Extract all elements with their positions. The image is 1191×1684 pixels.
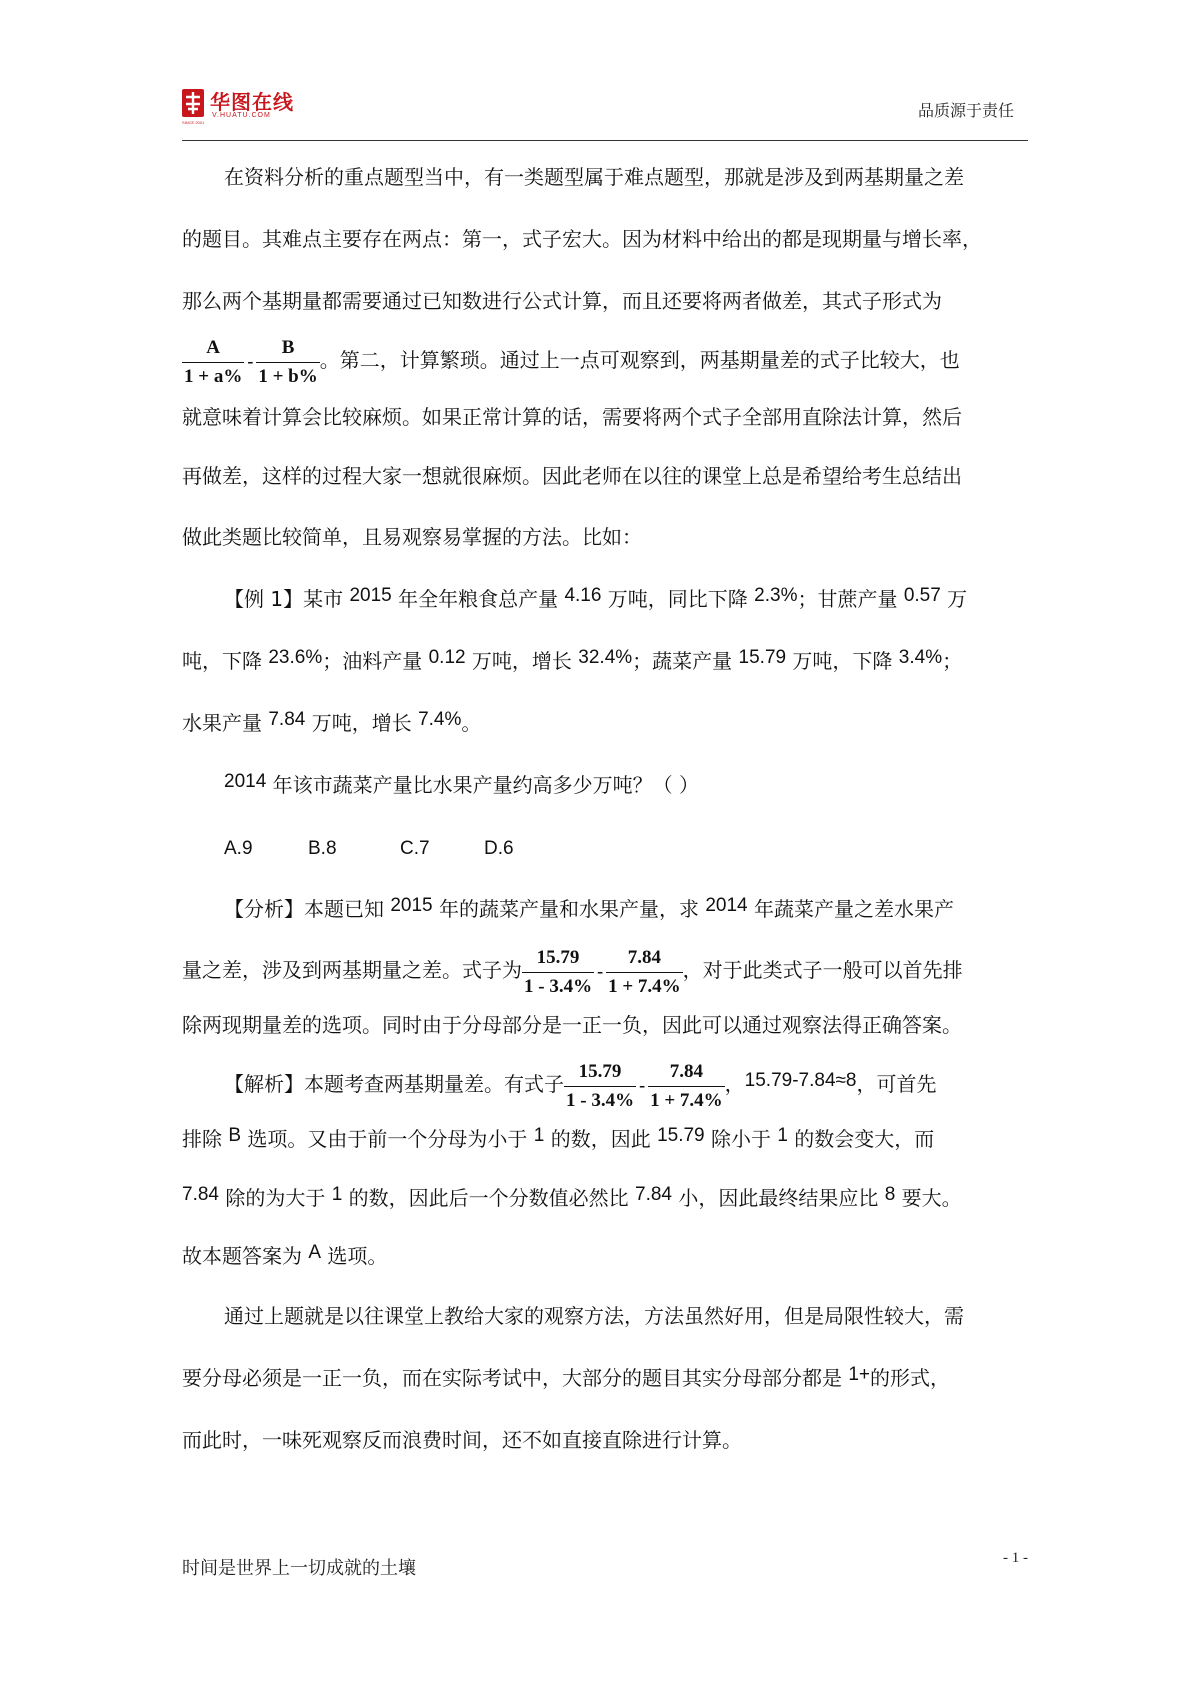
number: 7.84 bbox=[182, 1184, 219, 1205]
number: 7.84 bbox=[268, 709, 306, 730]
number: 4.16 bbox=[564, 585, 602, 606]
number: 2015 bbox=[390, 895, 433, 916]
text-run: 选项。 bbox=[321, 1244, 388, 1268]
fraction-denominator: 1 - 3.4% bbox=[566, 1089, 635, 1111]
formula-minus: - bbox=[639, 1075, 646, 1095]
formula-minus: - bbox=[247, 351, 254, 371]
text-run: 【分析】本题已知 bbox=[224, 897, 391, 921]
page-header bbox=[182, 88, 1028, 140]
number: 8 bbox=[884, 1184, 896, 1205]
number: 2.3% bbox=[754, 585, 798, 606]
text-run: ，对于此类式子一般可以首先排 bbox=[682, 958, 963, 982]
text-run: 故本题答案为 bbox=[182, 1244, 309, 1268]
paragraph-1-line-3: 那么两个基期量都需要通过已知数进行公式计算，而且还要将两者做差，其式子形式为 bbox=[182, 289, 942, 313]
number: 2015 bbox=[349, 585, 392, 606]
text-run: ， bbox=[724, 1072, 745, 1096]
paragraph-1-line-5: 就意味着计算会比较麻烦。如果正常计算的话，需要将两个式子全部用直除法计算，然后 bbox=[182, 405, 962, 429]
option-b: B.8 bbox=[308, 838, 337, 859]
number: 2014 bbox=[705, 895, 748, 916]
paragraph-1-line-2: 的题目。其难点主要存在两点：第一，式子宏大。因为材料中给出的都是现期量与增长率， bbox=[182, 227, 982, 251]
text-run: 的数会变大，而 bbox=[787, 1127, 935, 1151]
text-run: 【解析】本题考查两基期量差。有式子 bbox=[224, 1072, 564, 1096]
text-run: 万吨，同比下降 bbox=[601, 587, 755, 611]
letter: A bbox=[308, 1242, 322, 1263]
fraction-denominator: 1 + 7.4% bbox=[650, 1089, 723, 1111]
logo-since: SINCE 2001 bbox=[182, 120, 205, 125]
huatu-logo bbox=[182, 88, 322, 128]
text-run: 万吨，下降 bbox=[786, 649, 899, 673]
formula-fraction-fruit bbox=[648, 1062, 725, 1110]
formula-minus: - bbox=[597, 961, 604, 981]
letter: B bbox=[228, 1125, 242, 1146]
example-line-1 bbox=[182, 568, 1032, 630]
example-line-2 bbox=[182, 630, 1032, 692]
number: 0.12 bbox=[428, 647, 466, 668]
fraction-numerator: 15.79 bbox=[522, 948, 594, 973]
text-run: 的数，因此后一个分数值必然比 bbox=[342, 1186, 635, 1210]
text-run: 除的为大于 bbox=[218, 1186, 332, 1210]
question-text: 年该市蔬菜产量比水果产量约高多少万吨？（ ） bbox=[266, 773, 699, 797]
text-run: 。 bbox=[461, 711, 482, 735]
text-run: 。第二，计算繁琐。通过上一点可观察到，两基期量差的式子比较大，也 bbox=[319, 348, 960, 372]
text-run: 年的蔬菜产量和水果产量，求 bbox=[432, 897, 706, 921]
analysis-line-1 bbox=[182, 878, 1032, 940]
text-run: 【例 1】某市 bbox=[224, 587, 350, 611]
option-d: D.6 bbox=[484, 838, 514, 859]
number: 15.79 bbox=[657, 1125, 705, 1146]
text-run: 除小于 bbox=[704, 1127, 778, 1151]
solution-line-3 bbox=[182, 1168, 1032, 1228]
question-line bbox=[182, 754, 1032, 816]
formula-fraction-b bbox=[256, 338, 319, 386]
formula-fraction-vegetable bbox=[522, 948, 594, 996]
option-c: C.7 bbox=[400, 838, 430, 859]
fraction-denominator: 1 + a% bbox=[184, 365, 243, 387]
fraction-denominator: 1 + b% bbox=[258, 365, 318, 387]
number: 3.4% bbox=[898, 647, 943, 668]
fraction-numerator: A bbox=[182, 338, 244, 363]
page-number: - 1 - bbox=[1003, 1550, 1028, 1566]
paragraph-1-line-6: 再做差，这样的过程大家一想就很麻烦。因此老师在以往的课堂上总是希望给考生总结出 bbox=[182, 464, 962, 488]
number: 1 bbox=[331, 1184, 343, 1205]
text-run: 万吨，增长 bbox=[305, 711, 419, 735]
number: 1 bbox=[777, 1125, 788, 1146]
paragraph-3-line-3: 而此时，一味死观察反而浪费时间，还不如直接直除进行计算。 bbox=[182, 1428, 742, 1452]
number: 7.4% bbox=[418, 709, 462, 730]
page-footer bbox=[182, 1550, 1028, 1584]
text-run: 要分母必须是一正一负，而在实际考试中，大部分的题目其实分母部分都是 bbox=[182, 1366, 849, 1390]
huatu-logo-icon bbox=[182, 89, 204, 117]
text-run: ；油料产量 bbox=[322, 649, 429, 673]
paragraph-1-line-4 bbox=[182, 332, 1032, 389]
number: 15.79 bbox=[738, 647, 787, 668]
fraction-numerator: 7.84 bbox=[648, 1062, 725, 1087]
document-body bbox=[182, 146, 1032, 1471]
text-run: 的形式， bbox=[870, 1366, 951, 1390]
text-run: 吨，下降 bbox=[182, 649, 269, 673]
number: 32.4% bbox=[578, 647, 633, 668]
number: 1 bbox=[533, 1125, 545, 1146]
text-run: 年全年粮食总产量 bbox=[391, 587, 565, 611]
formula-fraction-a bbox=[182, 338, 244, 386]
text-run: ； bbox=[942, 649, 963, 673]
paragraph-1-line-7: 做此类题比较简单，且易观察易掌握的方法。比如： bbox=[182, 525, 642, 549]
text-run: 万 bbox=[940, 587, 968, 611]
text-run: 水果产量 bbox=[182, 711, 269, 735]
text-run: ；甘蔗产量 bbox=[797, 587, 904, 611]
paragraph-3-line-1: 通过上题就是以往课堂上教给大家的观察方法，方法虽然好用，但是局限性较大，需 bbox=[224, 1304, 964, 1328]
paragraph-3-line-2 bbox=[182, 1347, 1032, 1409]
text-run: 量之差，涉及到两基期量之差。式子为 bbox=[182, 958, 522, 982]
number: 0.57 bbox=[903, 585, 941, 606]
text-run: ，可首先 bbox=[856, 1072, 937, 1096]
text-run: 的数，因此 bbox=[544, 1127, 658, 1151]
logo-text: 华图在线 bbox=[210, 90, 294, 114]
text-run: 万吨，增长 bbox=[465, 649, 579, 673]
fraction-denominator: 1 - 3.4% bbox=[524, 975, 593, 997]
header-divider bbox=[182, 140, 1028, 141]
solution-line-2 bbox=[182, 1111, 1032, 1168]
options-line bbox=[182, 816, 1032, 878]
text-run: 选项。又由于前一个分母为小于 bbox=[241, 1127, 534, 1151]
solution-line-4 bbox=[182, 1228, 1032, 1285]
text-run: 小，因此最终结果应比 bbox=[671, 1186, 885, 1210]
text-run: 年蔬菜产量之差水果产 bbox=[747, 897, 954, 921]
paragraph-1-line-1: 在资料分析的重点题型当中，有一类题型属于难点题型，那就是涉及到两基期量之差 bbox=[224, 165, 964, 189]
fraction-numerator: 7.84 bbox=[606, 948, 683, 973]
fraction-denominator: 1 + 7.4% bbox=[608, 975, 681, 997]
text-run: 排除 bbox=[182, 1127, 229, 1151]
formula-fraction-vegetable bbox=[564, 1062, 636, 1110]
logo-subtext: V.HUATU.COM bbox=[212, 112, 271, 119]
text-run: ；蔬菜产量 bbox=[632, 649, 739, 673]
solution-line-1 bbox=[182, 1056, 1032, 1113]
analysis-line-3: 除两现期量差的选项。同时由于分母部分是一正一负，因此可以通过观察法得正确答案。 bbox=[182, 1013, 962, 1037]
fraction-numerator: 15.79 bbox=[564, 1062, 636, 1087]
expression: 15.79-7.84≈8 bbox=[744, 1070, 857, 1091]
number: 2014 bbox=[224, 771, 267, 792]
number: 7.84 bbox=[635, 1184, 672, 1205]
example-line-3 bbox=[182, 692, 1032, 754]
fraction-numerator: B bbox=[256, 338, 319, 363]
text-run: 要大。 bbox=[895, 1186, 962, 1210]
number: 1+ bbox=[848, 1364, 871, 1385]
formula-fraction-fruit bbox=[606, 948, 683, 996]
analysis-line-2 bbox=[182, 942, 1032, 999]
footer-motto: 时间是世界上一切成就的土壤 bbox=[182, 1558, 416, 1579]
header-slogan: 品质源于责任 bbox=[917, 101, 1014, 120]
option-a: A.9 bbox=[224, 838, 253, 859]
number: 23.6% bbox=[268, 647, 323, 668]
